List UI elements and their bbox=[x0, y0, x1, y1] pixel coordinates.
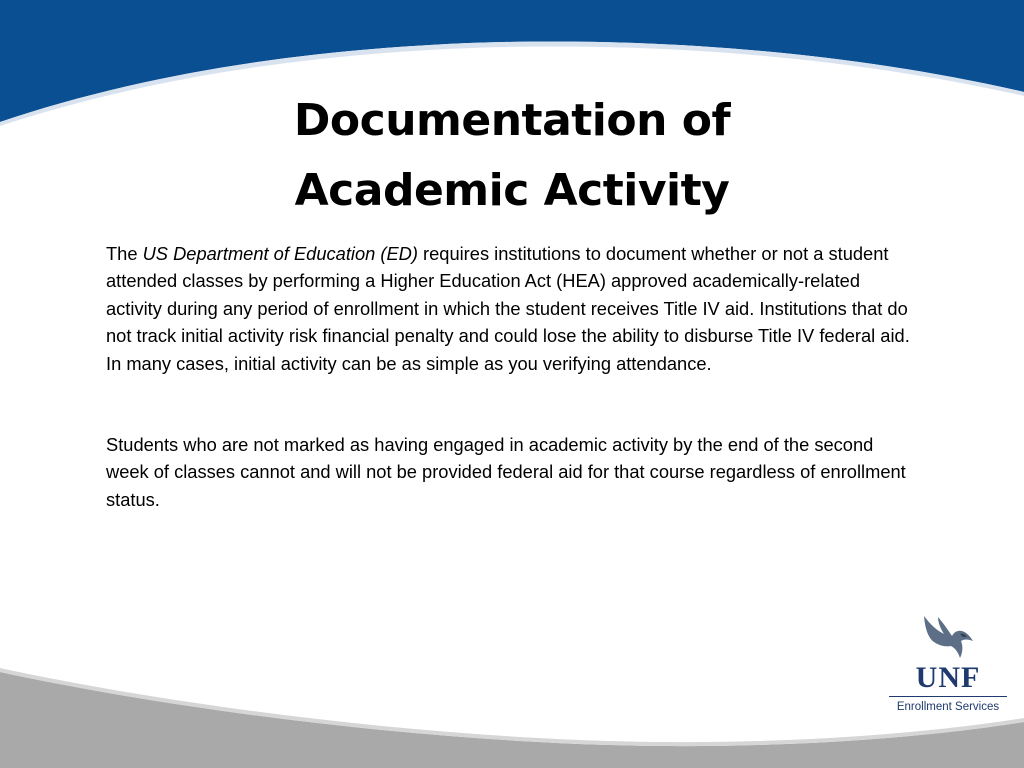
paragraph-1 bbox=[106, 240, 916, 377]
paragraph-1-emphasis: US Department of Education (ED) bbox=[142, 243, 418, 264]
osprey-icon bbox=[916, 614, 976, 664]
paragraph-2: Students who are not marked as having engaged in academic activity by the end of the second week of classes cannot and will not be provided federal aid for that course regardless of enrollment status. bbox=[106, 434, 906, 510]
title-line-2: Academic Activity bbox=[294, 165, 730, 216]
bottom-gray-band bbox=[0, 672, 1024, 768]
logo-subtitle: Enrollment Services bbox=[896, 701, 1000, 713]
slide-title bbox=[112, 86, 912, 226]
title-line-1: Documentation of bbox=[293, 95, 731, 146]
slide-body bbox=[106, 240, 916, 513]
logo-divider bbox=[889, 696, 1007, 697]
logo-name: UNF bbox=[915, 661, 981, 694]
unf-logo bbox=[886, 614, 1012, 720]
paragraph-1-rest: requires institutions to document whether or not a student attended classes by performing a Higher Education Act (HEA) approved academically-related activity during any period of enrollment in which the student receives Title IV aid. Institutions that do not track initial activity risk financial penalty and could lose the ability to disburse Title IV federal aid. In many cases, initial activity can be as simple as you verifying attendance. bbox=[106, 243, 910, 374]
paragraph-1-prefix: The bbox=[106, 243, 143, 264]
